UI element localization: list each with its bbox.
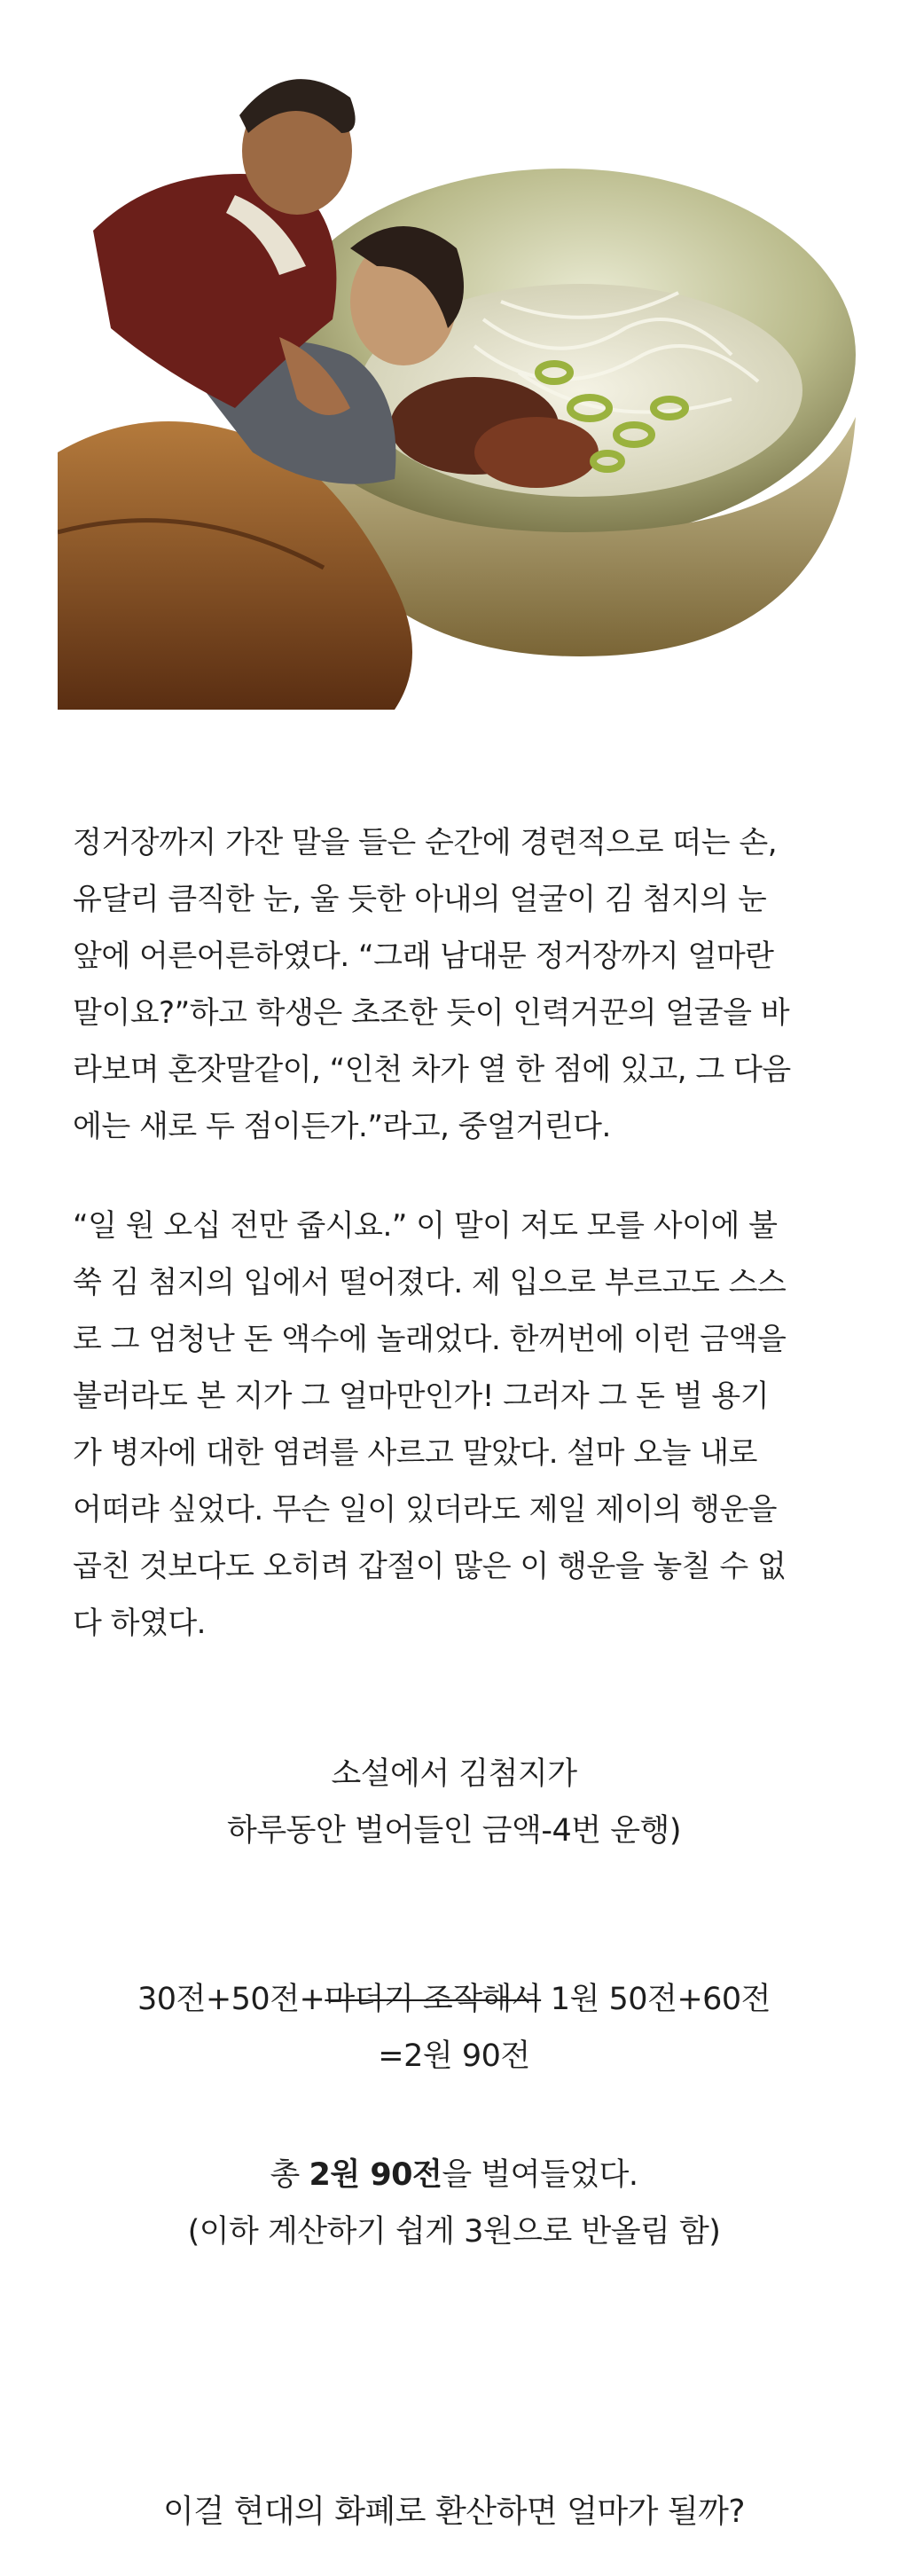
text-line: 불러라도 본 지가 그 얼마만인가! 그러자 그 돈 벌 용기 (73, 1378, 770, 1414)
calc-part-a: 30전+50전+ (137, 1982, 325, 2017)
total-line (0, 2147, 908, 2203)
text-line: 라보며 혼잣말같이, “인천 차가 열 한 점에 있고, 그 다음 (73, 1052, 791, 1088)
story-illustration (58, 35, 856, 710)
text-line: 로 그 엄청난 돈 액수에 놀래었다. 한꺼번에 이런 금액을 (73, 1322, 787, 1357)
text-line: “일 원 오십 전만 줍시요.” 이 말이 저도 모를 사이에 불 (73, 1208, 778, 1244)
calc-part-b: 1원 50전+60전 (541, 1982, 771, 2017)
summary-line-2: 하루동안 벌어들인 금액-4번 운행) (227, 1813, 681, 1849)
calc-result: =2원 90전 (378, 2038, 530, 2074)
total-suffix: 을 벌여들었다. (442, 2157, 638, 2193)
text-line: 가 병자에 대한 염려를 사르고 말았다. 설마 오늘 내로 (73, 1435, 757, 1471)
calculation-line (0, 1971, 908, 2028)
text-line: 유달리 큼직한 눈, 울 듯한 아내의 얼굴이 김 첨지의 눈 (73, 882, 767, 917)
total-amount: 2원 90전 (309, 2157, 442, 2193)
text-line: 어떠랴 싶었다. 무슨 일이 있더라도 제일 제이의 행운을 (73, 1492, 778, 1528)
story-paragraph-1 (73, 814, 853, 1155)
total-block (0, 2147, 908, 2260)
illustration-image (58, 35, 856, 710)
text-line: 다 하였다. (73, 1606, 206, 1641)
text-line: 에는 새로 두 점이든가.”라고, 중얼거린다. (73, 1109, 611, 1144)
text-line: 쑥 김 첨지의 입에서 떨어졌다. 제 입으로 부르고도 스스 (73, 1265, 787, 1300)
text-line: 말이요?”하고 학생은 초조한 듯이 인력거꾼의 얼굴을 바 (73, 995, 790, 1031)
total-prefix: 총 (270, 2157, 309, 2193)
text-line: 앞에 어른어른하였다. “그래 남대문 정거장까지 얼마란 (73, 939, 774, 974)
meat-slice (474, 417, 599, 488)
summary-line-1: 소설에서 김첨지가 (331, 1756, 577, 1792)
story-paragraph-2 (73, 1198, 853, 1652)
calc-struck-text: 마더기 조작해서 (325, 1982, 542, 2017)
calculation (0, 1971, 908, 2085)
question-text: 이걸 현대의 화폐로 환산하면 얼마가 될까? (162, 2494, 746, 2530)
question (0, 2484, 908, 2541)
text-line: 곱친 것보다도 오히려 갑절이 많은 이 행운을 놓칠 수 없 (73, 1549, 787, 1584)
text-line: 정거장까지 가잔 말을 들은 순간에 경련적으로 떠는 손, (73, 825, 778, 860)
total-note: (이하 계산하기 쉽게 3원으로 반올림 함) (187, 2214, 721, 2250)
summary-heading (0, 1746, 908, 1859)
